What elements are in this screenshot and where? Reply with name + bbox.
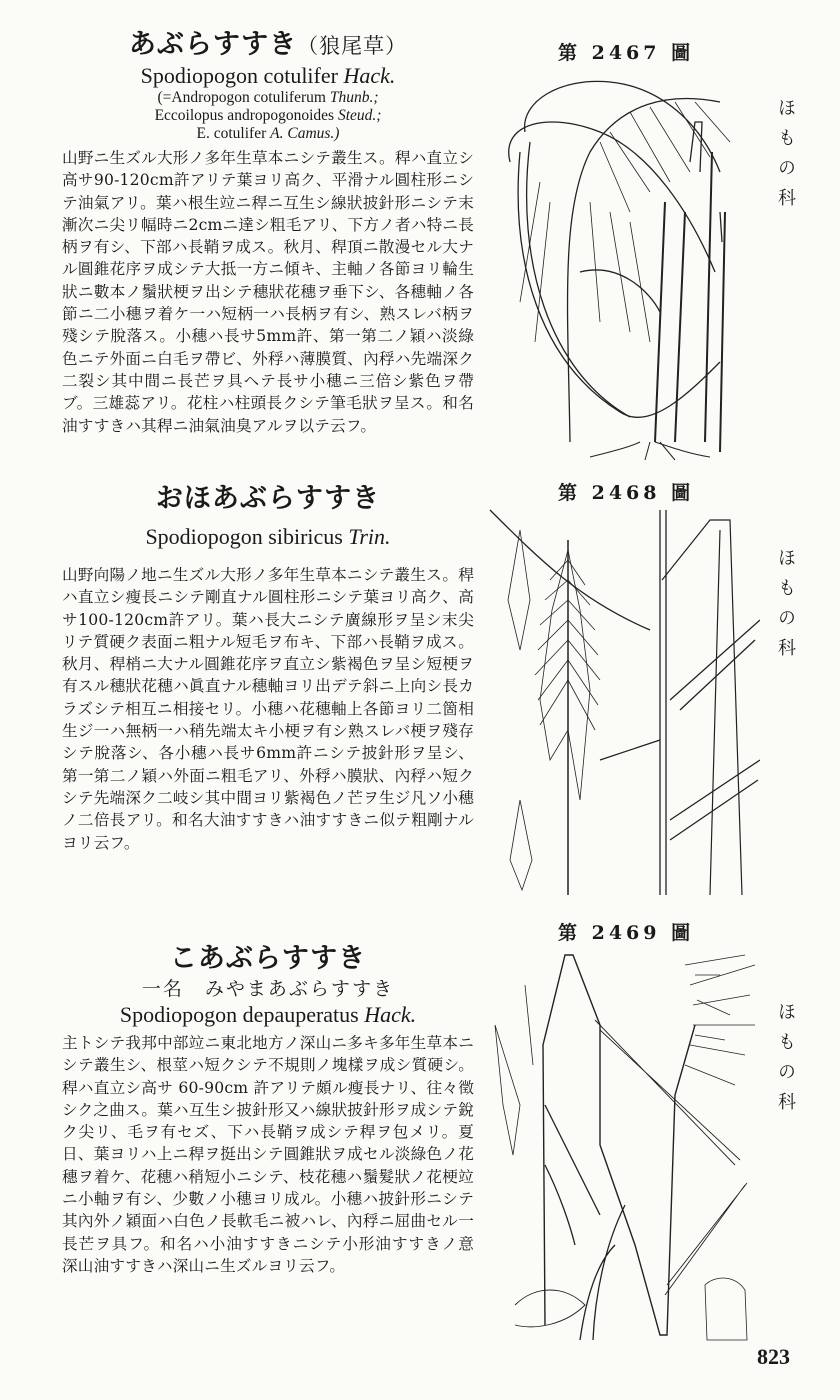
synonym-name: (=Andropogon cotuliferum (157, 89, 326, 106)
grass-illustration-2468 (480, 500, 760, 900)
entry-title (62, 28, 474, 63)
figure-label: 第 2469 圖 (558, 922, 695, 944)
figure-label: 第 2468 圖 (558, 482, 695, 504)
synonym-line (62, 89, 474, 107)
japanese-name: こあぶらすすき (169, 943, 367, 974)
synonym-author: Thunb.; (329, 89, 379, 106)
synonym-line (62, 107, 474, 125)
alternate-name: 一名 みやまあぶらすすき (141, 978, 395, 1000)
synonym-name: Eccoilopus andropogonoides (154, 107, 335, 124)
synonym-author: Steud.; (337, 107, 382, 124)
entry-title (62, 482, 474, 516)
genus-species: Spodiopogon sibiricus (145, 524, 343, 549)
scientific-name (62, 524, 474, 550)
description: 山野ニ生ズル大形ノ多年生草本ニシテ叢生ス。稈ハ直立シ高サ90-120cm許アリテ葉ヨリ高ク、平滑ナル圓柱形ニシテ油氣アリ。葉ハ根生竝ニ稈ニ互生シ線狀披針形ニシテ末漸次ニ尖リ幅時ニ2cmニ達シ粗毛アリ、下方ノ者ハ特ニ長柄ヲ有シ、下部ハ長鞘ヲ成ス。秋月、稈頂ニ散漫セル大ナル圓錐花序ヲ成シテ大抵一方ニ傾キ、主軸ノ各節ヨリ輪生狀ニ數本ノ鬚狀梗ヲ出シテ穗狀花穗ヲ垂下シ、各穗軸ノ各節ニ二小穗ヲ着ケ一ハ短柄一ハ長柄ヲ有シ、熟スレバ柄ヲ殘シテ脫落ス。小穗ハ長サ5mm許、第一第二ノ穎ハ淡綠色ニテ外面ニ白毛ヲ帶ビ、外稃ハ薄膜質、內稃ハ先端深ク二裂シ其中間ニ長芒ヲ具ヘテ長サ小穗ニ三倍シ紫色ヲ帶ブ。三雄蕊アリ。花柱ハ柱頭長クシテ筆毛狀ヲ呈ス。和名油すすきハ其稈ニ油氣油臭アルヲ以テ云フ。 (62, 149, 474, 435)
description: 山野向陽ノ地ニ生ズル大形ノ多年生草本ニシテ叢生ス。稈ハ直立シ瘦長ニシテ剛直ナル圓柱形ニシテ葉ヨリ高ク、高サ100-120cm許アリ。葉ハ長大ニシテ廣線形ヲ呈シ末尖リテ質硬ク表面ニ粗ナル短毛ヲ布キ、下部ハ長鞘ヲ成ス。秋月、稈梢ニ大ナル圓錐花序ヲ直立シ紫褐色ヲ呈シ短梗ヲ有スル穗狀花穗ハ眞直ナル穗軸ヨリ出デテ斜ニ上向シ長カラズシテ相互ニ相接セリ。小穗ハ花穗軸上各節ヨリ二箇相生ジ一ハ無柄一ハ稍先端太キ小梗ヲ有シ熟スレバ梗ヲ殘存シテ脫落シ、各小穗ハ長サ6mm許ニシテ披針形ヲ呈シ、第一第二ノ穎ハ外面ニ粗毛アリ、外稃ハ膜狀、內稃ハ短クシテ先端深ク二岐シ其中間ヨリ紫褐色ノ芒ヲ生ジ凡ソ小穗ノ二倍長アリ。和名大油すすきハ油すすきニ似テ粗剛ナルヨリ云フ。 (62, 566, 474, 852)
japanese-name: あぶらすすき (128, 29, 298, 60)
page-number: 823 (757, 1344, 790, 1369)
entry-title (62, 942, 474, 976)
kanji-name: （狼尾草） (297, 34, 408, 58)
grass-illustration-2467 (480, 62, 760, 462)
synonym-line (62, 125, 474, 143)
family-label: ほもの科 (775, 98, 796, 218)
scientific-name (62, 63, 474, 89)
author: Trin. (348, 524, 391, 549)
grass-illustration-2469 (485, 945, 775, 1345)
genus-species: Spodiopogon cotulifer (140, 63, 338, 88)
scientific-name (62, 1002, 474, 1028)
description: 主トシテ我邦中部竝ニ東北地方ノ深山ニ多キ多年生草本ニシテ叢生シ、根莖ハ短クシテ不規則ノ塊樣ヲ成シ質硬シ。稈ハ直立シ高サ 60-90cm 許アリテ頗ル瘦長ナリ、往々徵シク之曲ス。葉ハ互生シ披針形又ハ線狀披針形ヲ成シテ銳ク尖リ、毛ヲ有セズ、下ハ長鞘ヲ成シテ稈ヲ包メリ。夏日、葉ヨリハ上ニ稈ヲ挺出シテ圓錐狀ヲ成セル淡綠色ノ花穗ヲ着ケ、花穗ハ稍短小ニシテ、枝花穗ハ鬚髮狀ノ花梗竝ニ小軸ヲ有シ、少數ノ小穗ヨリ成ル。小穗ハ披針形ニシテ其內外ノ穎面ハ白色ノ長軟毛ニ被ハレ、內稃ニ屈曲セル一長芒ヲ具フ。和名ハ小油すすきニシテ小形油すすきノ意 深山油すすきハ深山ニ生ズルヨリ云フ。 (62, 1034, 490, 1275)
genus-species: Spodiopogon depauperatus (119, 1002, 359, 1027)
japanese-name: おほあぶらすすき (155, 483, 381, 514)
author: Hack. (364, 1002, 417, 1027)
figure-label: 第 2467 圖 (558, 42, 695, 64)
entry-aburasusuki (62, 28, 474, 437)
entry-ohoaburasusuki (62, 482, 474, 854)
synonym-author: A. Camus.) (270, 125, 340, 142)
family-label: ほもの科 (775, 548, 796, 668)
family-label: ほもの科 (775, 1002, 796, 1122)
entry-koaburasusuki (62, 942, 490, 1277)
synonym-name: E. cotulifer (196, 125, 267, 142)
author: Hack. (343, 63, 396, 88)
